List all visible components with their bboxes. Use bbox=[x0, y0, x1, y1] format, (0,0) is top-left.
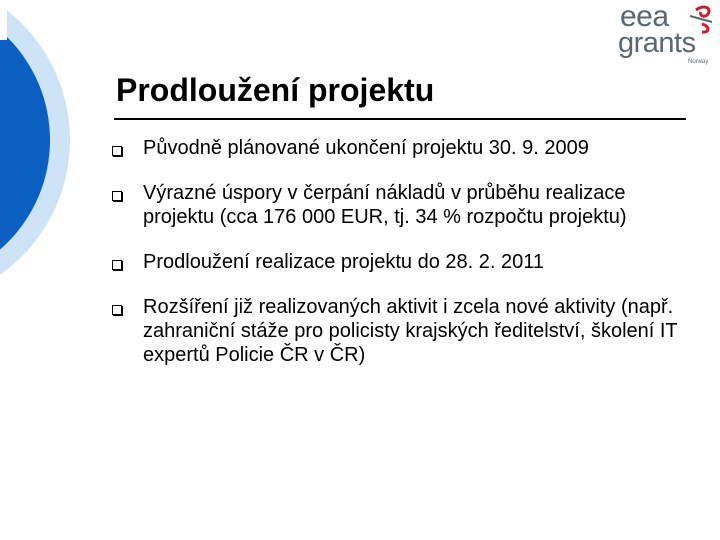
bullet-item bbox=[112, 250, 692, 274]
square-bullet-icon bbox=[112, 191, 122, 201]
square-bullet-icon bbox=[112, 260, 122, 270]
square-bullet-icon bbox=[112, 305, 122, 315]
bullet-item bbox=[112, 295, 692, 367]
bullet-text: Výrazné úspory v čerpání nákladů v průběhu realizace projektu (cca 176 000 EUR, tj. 34 % rozpočtu projektu) bbox=[143, 182, 627, 228]
logo-eea-text: eea bbox=[620, 0, 669, 33]
bullet-list bbox=[112, 136, 692, 388]
decorative-blue-circle bbox=[0, 0, 80, 300]
bullet-item bbox=[112, 181, 692, 229]
logo-grants-text: grants bbox=[618, 27, 696, 59]
square-bullet-icon bbox=[112, 146, 122, 156]
bullet-text: Rozšíření již realizovaných aktivit i zcela nové aktivity (např. zahraniční stáže pro policisty krajských ředitelství, školení IT expertů Policie ČR v ČR) bbox=[143, 296, 678, 366]
bullet-item bbox=[112, 136, 692, 160]
eea-grants-logo bbox=[606, 0, 718, 68]
title-divider bbox=[114, 118, 686, 120]
slide-title: Prodloužení projektu bbox=[116, 72, 435, 108]
logo-small-text: Norway bbox=[688, 59, 709, 65]
bullet-text: Prodloužení realizace projektu do 28. 2. 2011 bbox=[143, 251, 545, 273]
bullet-text: Původně plánované ukončení projektu 30. 9. 2009 bbox=[143, 137, 589, 159]
white-left-strip bbox=[0, 0, 7, 40]
